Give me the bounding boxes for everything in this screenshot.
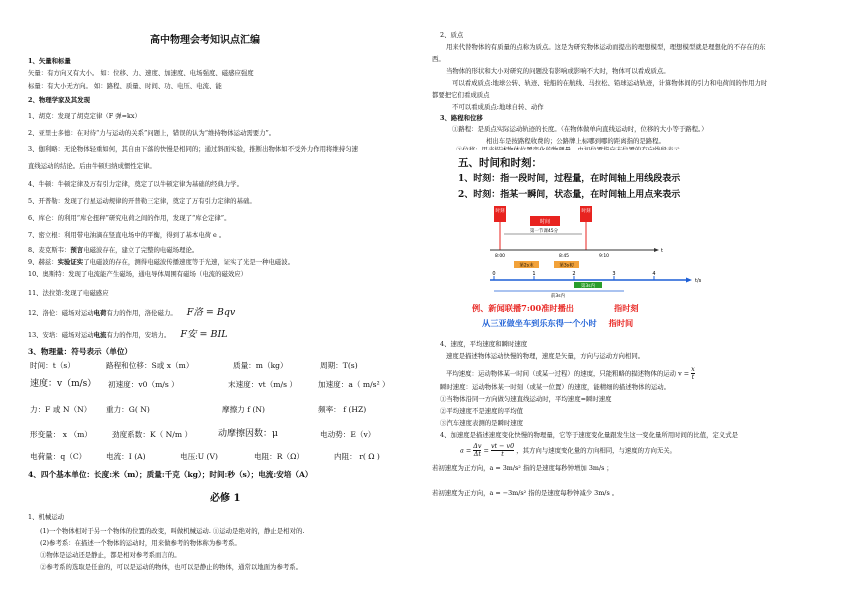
physicist-item: 直线运动的结论。后由牛顿归纳成惯性定律。 (28, 162, 156, 170)
physicist-item: 5、开普勒：发现了行星运动规律的开普勒三定律，奠定了万有引力定律的基础。 (28, 197, 256, 205)
acceleration-formula: a = $\frac{\Delta v}{\Delta t}$ = $\frac{vt - v0}{t}$ ，其方向与速度变化量的方向相同，与速度的方向无关。 (460, 442, 677, 459)
quantity-friction-coefficient: 动摩擦因数：μ (218, 429, 278, 439)
velocity-note: ③汽车速度表测的是瞬时速度 (440, 419, 524, 427)
physicist-item: 8、麦克斯韦：预言电磁波存在，建立了完整的电磁场理论。 (28, 246, 199, 254)
instant-velocity-text: 瞬时速度：运动物体某一时刻（或某一位置）的速度，能精细的描述物体的运动。 (440, 383, 671, 391)
slide-example-2: 从三亚做坐车到乐东得一个小时 指时间 (482, 318, 634, 328)
particle-text: 可以看成质点:地球公转、轨迹、轮船的在航线、马拉松、铅球运动轨迹，计算物体间的引力和电荷间的作用力时 (452, 79, 768, 87)
physicist-item: 11、法拉第:发现了电磁感应 (28, 289, 109, 297)
slide-line-1: 1、时刻：指一段时间，过程量，在时间轴上用线段表示 (458, 174, 681, 184)
particle-text: 西。 (432, 55, 445, 63)
physicist-item: 1、胡克：发现了胡克定律（F 弹=kx） (28, 112, 141, 120)
moment-label: 时刻 (495, 209, 505, 214)
second-label: 第2s末 (519, 263, 534, 269)
path-displacement-heading: 3、路程和位移 (440, 114, 483, 122)
quantity-final-speed: 末速度：vt（m/s ） (228, 380, 297, 389)
quantity-displacement: 路程和位移：S或 x（m） (106, 361, 194, 370)
physicist-item: 12、洛伦：磁场对运动电荷有力的作用，洛伦磁力。 F洛 = Bqv (28, 307, 236, 318)
quantity-period: 周期：T(s) (320, 361, 358, 370)
quantity-mass: 质量：m（kg） (233, 361, 288, 370)
motion-item: (2)参考系：在描述一个物体的运动时，用来做参考的物体称为参考系。 (40, 539, 241, 547)
particle-text: 用来代替物体的有质量的点称为质点。这是为研究物体运动而提出的理想模型，理想模型就是理想化的不存在的东 (446, 43, 766, 51)
slide-title: 五、时间和时刻： (458, 157, 542, 169)
number-line-label: 0 (492, 271, 496, 277)
slide-example-1: 例、新闻联播7:00准时播出 指时刻 (472, 303, 639, 313)
lorentz-formula: F洛 = Bqv (186, 307, 236, 318)
quantity-gravity: 重力：G( N) (106, 405, 150, 414)
average-velocity-text: 平均速度：运动物体某一时间（或某一过程）的速度，只能粗略的描述物体的运动 v = $\frac{x}{t}$ (446, 365, 695, 382)
second-label: 第3s初 (559, 263, 574, 269)
axis-arrow (654, 248, 659, 252)
particle-text: 都要把它们看成质点 (432, 91, 490, 99)
interval-label: 时间 (539, 219, 551, 225)
quantity-current: 电流：I (A) (106, 452, 146, 461)
tick-label: 8:45 (558, 254, 570, 259)
motion-heading: 1、机械运动 (28, 513, 65, 521)
number-line-label: 2 (572, 271, 576, 277)
section-quantities-heading: 3、物理量：符号表示（单位） (28, 347, 133, 356)
timeline-diagram (454, 150, 709, 302)
section-physicists-heading: 2、物理学家及其发现 (28, 96, 90, 104)
motion-item: (1)一个物体相对于另一个物体的位置的改变，叫做机械运动. ①运动是绝对的，静止是相对的. (40, 527, 305, 535)
second-label: 前3s内 (550, 294, 566, 299)
particle-text: 不可以看成质点:地球自转、动作 (452, 103, 544, 111)
quantity-friction: 摩擦力 f (N) (222, 405, 265, 414)
slide-line-2: 2、时刻：指某一瞬间，状态量，在时间轴上用点来表示 (458, 190, 681, 200)
quantity-stiffness: 劲度系数：K（ N/m ） (112, 430, 193, 439)
physicist-item: 4、牛顿：牛顿定律及万有引力定律，奠定了以牛顿定律为基础的经典力学。 (28, 180, 243, 188)
quantity-frequency: 频率： f (HZ) (318, 405, 367, 414)
motion-item: ①物体是运动还是静止，都是相对参考系而言的。 (40, 551, 181, 559)
number-line-unit: t/s (695, 278, 702, 284)
particle-heading: 2、质点 (440, 31, 464, 39)
acceleration-example: 若初速度为正方向，a = 3m/s² 指的是速度每秒钟增加 3m/s ； (432, 464, 613, 472)
velocity-note: ②平均速度不是速度的平均值 (440, 407, 524, 415)
scalar-definition: 标量：有大小无方向。 如：路程、质量、时间、功、电压、电流、能 (28, 82, 222, 90)
tick-label: 8:00 (494, 254, 506, 259)
motion-item: ②参考系的选取是任意的，可以是运动的物体，也可以是静止的物体，通常以地面为参考系。 (40, 563, 303, 571)
quantity-deformation: 形变量： x （m） (30, 430, 92, 439)
chapter-title: 必修 1 (210, 493, 241, 504)
physicist-item: 10、奥斯特：发现了电流能产生磁场，通电导体周围有磁场（电流的磁效应） (28, 270, 248, 278)
number-line-arrow (686, 278, 692, 283)
velocity-fraction: $\frac{x}{t}$ (691, 365, 695, 382)
path-text: ①路程：是质点实际运动轨迹的长度。（在物体做单向直线运动时，位移的大小等于路程。） (452, 125, 708, 133)
time-and-moment-slide (454, 150, 709, 302)
second-label: 第3s内 (580, 284, 596, 289)
physicist-item: 3、伽利略：无论物体轻重如何，其自由下落的快慢是相同的；通过斜面实验，推断出物体如不受外力作用将维持匀速 (28, 145, 358, 153)
quantity-acceleration: 加速度：a（ m/s² ） (318, 380, 390, 389)
ampere-formula: F安 = BIL (180, 329, 228, 340)
section-base-units: 4、四个基本单位：长度:米（m）；质量:千克（kg）；时间:秒（s）；电流:安培（A） (28, 470, 313, 479)
quantity-initial-speed: 初速度：v0（m/s ） (108, 380, 179, 389)
moment-label: 时刻 (581, 209, 591, 214)
velocity-text: 速度是描述物体运动快慢的物理，速度是矢量，方向与运动方向相同。 (446, 352, 645, 360)
acceleration-example: 若初速度为正方向，a = −3m/s² 指的是速度每秒钟减少 3m/s 。 (432, 489, 619, 497)
quantity-internal-resistance: 内阻： r( Ω ) (334, 452, 380, 461)
quantity-charge: 电荷量：q（C） (30, 452, 87, 461)
quantity-force: 力：F 或 N（N） (30, 405, 92, 414)
velocity-heading: 4、速度，平均速度和瞬时速度 (440, 340, 528, 348)
physicist-item: 7、密立根：利用带电油滴在竖直电场中的平衡，得到了基本电荷 e 。 (28, 231, 226, 239)
physicist-item: 9、赫兹：实验证实了电磁波的存在，测得电磁波传播速度等于光速，证实了光是一种电磁波。 (28, 258, 295, 266)
particle-text: 当物体的形状和大小对研究的问题没有影响或影响不大时，物体可以看成质点。 (446, 67, 670, 75)
axis-label: t (661, 248, 663, 254)
physicist-item: 6、库仑：的利用“库仑扭秤”研究电荷之间的作用，发现了“库仑定律”。 (28, 214, 231, 222)
number-line-label: 4 (652, 271, 656, 277)
number-line-label: 3 (612, 271, 616, 277)
path-text: 相出车是按路程收费的；公路牌上标哪到哪的距离指的是路程。 (486, 137, 665, 145)
acceleration-text: 4、加速度是描述速度变化快慢的物理量，它等于速度变化量跟发生这一变化量所用时间的比值，定义式是 (440, 431, 739, 439)
quantity-time: 时间：t（s） (30, 361, 75, 370)
document-title: 高中物理会考知识点汇编 (150, 35, 260, 46)
quantity-resistance: 电阻：R（Ω） (254, 452, 304, 461)
vector-definition: 矢量：有方向又有大小。 如：位移、力、速度、加速度、电场强度、磁感应强度 (28, 69, 254, 77)
number-line-label: 1 (532, 271, 536, 277)
number-line-ticks (492, 271, 655, 280)
physicist-item: 13、安培：磁场对运动电流有力的作用，安培力。 F安 = BIL (28, 329, 228, 340)
tick-label: 9:10 (598, 254, 610, 259)
interval-caption: 第一节课45分 (529, 229, 559, 234)
physicist-item: 2、亚里士多德：在对待“力与运动的关系”问题上，错误的认为“维持物体运动需要力”。 (28, 129, 276, 137)
quantity-voltage: 电压:U (V) (180, 452, 218, 461)
section-vectors-heading: 1、矢量和标量 (28, 57, 71, 65)
quantity-speed: 速度：v（m/s） (30, 379, 97, 389)
quantity-emf: 电动势：E（v） (320, 430, 376, 439)
velocity-note: ①当物体沿同一方向做匀速直线运动时，平均速度=瞬时速度 (440, 395, 612, 403)
